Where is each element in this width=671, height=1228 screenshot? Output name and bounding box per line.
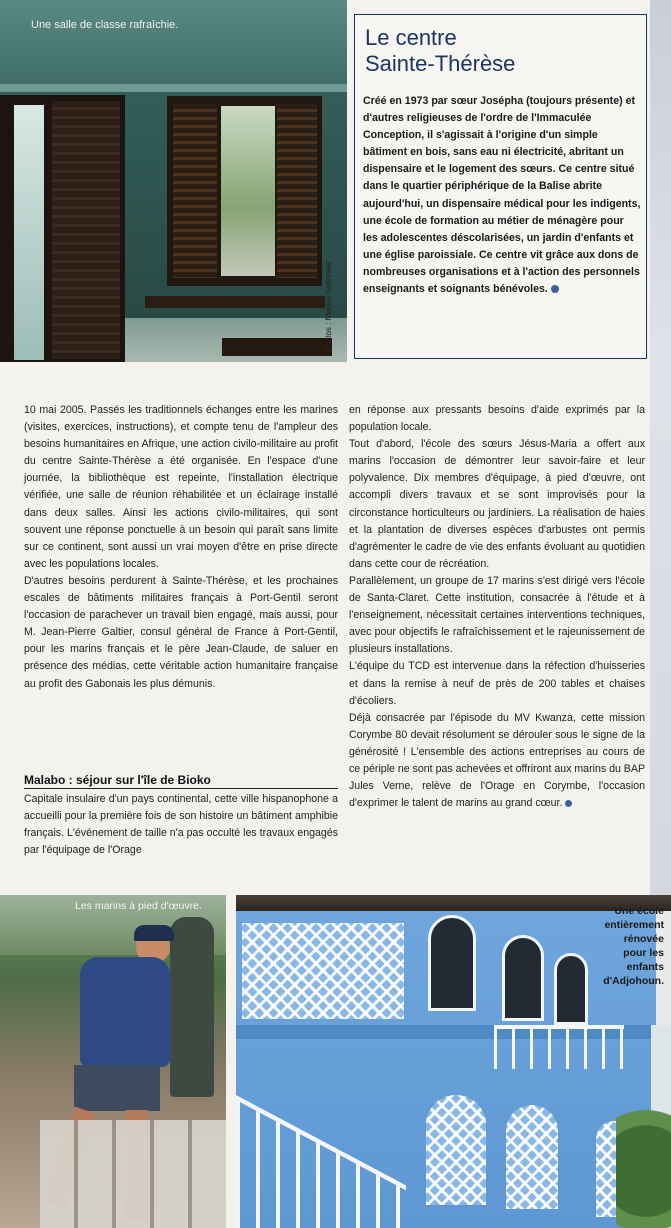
end-bullet-icon xyxy=(565,800,572,807)
article-column-right xyxy=(349,402,645,812)
classroom-caption: Une salle de classe rafraîchie. xyxy=(31,19,179,31)
article-paragraph-text: Déjà consacrée par l'épisode du MV Kwanza, cette mission Corymbe 80 devait résolument se dérouler sous le signe de la générosité ! L'ensemble des actions entreprises au cours de ce périple ne sont pas achevées et offriront aux marins du BAP Jules Verne, relève de l'Orage en Corymbe, l'occasion d'exprimer le talent de marins au grand cœur. xyxy=(349,711,646,810)
section-heading: Malabo : séjour sur l'île de Bioko xyxy=(24,773,338,789)
article-paragraph: 10 mai 2005. Passés les traditionnels échanges entre les marines (visites, exercices, instructions), et compte tenu de l'ampleur des besoins humanitaires en Afrique, une action civilo-militaire au profit du centre Sainte-Thérèse a été organisée. En l'espace d'une journée, la bibliothèque est repeinte, l'installation électrique vérifiée, une salle de réunion réhabilitée et un éclairage installé dans deux salles. Ainsi les actions civilo-militaires, qui sont souvent une réponse ponctuelle à un besoin qui paraît sans limite sur ce continent, sont aussi un vrai moyen d'être en prise directe avec les populations locales. xyxy=(24,404,338,570)
sidebar-title xyxy=(365,25,515,77)
article-paragraph: Tout d'abord, l'école des sœurs Jésus-Maria a offert aux marins l'occasion de démontrer leur savoir-faire et leur polyvalence. Dix membres d'équipage, à pied d'œuvre, ont accompli divers travaux et se sont improvisés pour la circonstance horticulteurs ou jardiniers. La réalisation de haies et la plantation de diverses espèces d'arbustes ont permis d'agrémenter le cadre de vie des enfants évoluant au quotidien dans cette cour de récréation. xyxy=(349,438,645,570)
article-paragraph: Parallèlement, un groupe de 17 marins s'est dirigé vers l'école de Santa-Claret. Cette institution, consacrée à l'étude et à l'enseignement, nécessitait certaines interventions techniques, avec pour objectifs le rafraîchissement et le rajeunissement de plusieurs installations. xyxy=(349,574,645,656)
photo-credit: Photos : Marine nationale xyxy=(324,261,333,352)
article-paragraph: en réponse aux pressants besoins d'aide exprimés par la population locale. xyxy=(349,404,645,434)
article-paragraph: D'autres besoins perdurent à Sainte-Thérèse, et les prochaines escales de bâtiments militaires français à Port-Gentil seront l'occasion de parachever un travail bien engagé, mais aussi, pour M. Jean-Pierre Galtier, consul général de France à Port-Gentil, pour les marins français et le père Jean-Claude, de saluer en présence des médias, cette véritable action humanitaire française au profit des Gabonais les plus démunis. xyxy=(24,574,338,690)
end-bullet-icon xyxy=(551,285,559,293)
sidebar-title-line2: Sainte-Thérèse xyxy=(365,51,516,76)
article-paragraph-last xyxy=(349,710,645,813)
marines-photo xyxy=(0,895,226,1228)
sidebar-body xyxy=(363,93,641,298)
classroom-photo xyxy=(0,0,347,362)
sidebar-body-text: Créé en 1973 par sœur Josépha (toujours présente) et d'autres religieuses de l'ordre de l'Immaculée Conception, il s'agissait à l'origine d'un simple bâtiment en bois, sans eau ni électricité, abritant un dispensaire et le logement des sœurs. Ce centre situé dans le quartier périphérique de la Balise abrite aujourd'hui, un dispensaire médical pour les indigents, une école de formation au métier de ménagère pour les adolescentes déscolarisées, un jardin d'enfants et une église paroissiale. Ce centre vit grâce aux dons de nombreuses organisations et à l'action des personnels enseignants et soignants bénévoles. xyxy=(363,95,641,296)
article-paragraph: Capitale insulaire d'un pays continental, cette ville hispanophone a accueilli pour la première fois de son histoire un bâtiment amphibie français. L'événement de taille n'a pas occulté les travaux engagés par l'équipage de l'Orage xyxy=(24,793,338,857)
article-column-left xyxy=(24,402,338,693)
marines-caption: Les marins à pied d'œuvre. xyxy=(75,900,202,912)
background-strip xyxy=(650,0,671,895)
sidebar-title-line1: Le centre xyxy=(365,25,457,50)
sidebar-box xyxy=(354,14,647,359)
article-column-left-section xyxy=(24,791,338,859)
school-caption: Une école entièrement rénovée pour les enfants d'Adjohoun. xyxy=(603,905,664,987)
article-paragraph: L'équipe du TCD est intervenue dans la réfection d'huisseries et dans la remise à neuf de près de 200 tables et chaises d'écoliers. xyxy=(349,660,645,707)
